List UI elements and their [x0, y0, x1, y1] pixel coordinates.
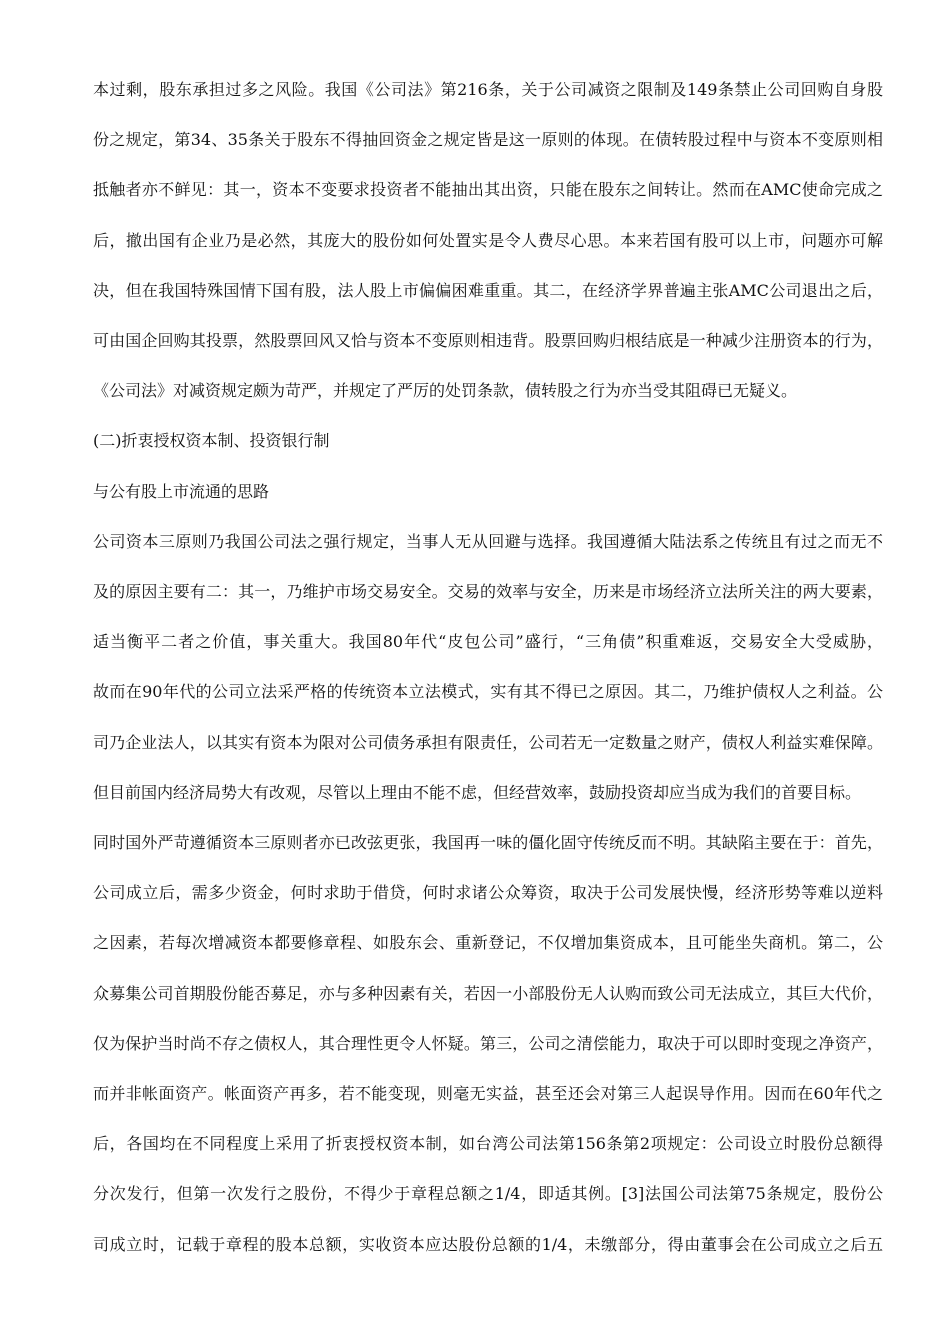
text-line: 仅为保护当时尚不存之债权人，其合理性更令人怀疑。第三，公司之清偿能力，取决于可以即时变现之净资产， — [93, 1034, 883, 1053]
text-line: 后，撤出国有企业乃是必然，其庞大的股份如何处置实是令人费尽心思。本来若国有股可以上市，问题亦可解 — [93, 231, 883, 250]
text-line: 及的原因主要有二：其一，乃维护市场交易安全。交易的效率与安全，历来是市场经济立法所关注的两大要素， — [93, 582, 883, 601]
text-line: 众募集公司首期股份能否募足，亦与多种因素有关，若因一小部股份无人认购而致公司无法成立，其巨大代价， — [93, 984, 883, 1003]
text-line: 同时国外严苛遵循资本三原则者亦已改弦更张，我国再一味的僵化固守传统反而不明。其缺陷主要在于：首先， — [93, 833, 883, 852]
text-line: 本过剩，股东承担过多之风险。我国《公司法》第216条，关于公司减资之限制及149条禁止公司回购自身股 — [93, 80, 883, 99]
text-line: 而并非帐面资产。帐面资产再多，若不能变现，则毫无实益，甚至还会对第三人起误导作用。因而在60年代之 — [93, 1084, 883, 1103]
text-line: 《公司法》对减资规定颇为苛严，并规定了严厉的处罚条款，债转股之行为亦当受其阻碍已无疑义。 — [93, 381, 798, 400]
section-heading: 与公有股上市流通的思路 — [93, 482, 270, 501]
text-line: 司成立时，记载于章程的股本总额，实收资本应达股份总额的1/4，未缴部分，得由董事会在公司成立之后五 — [93, 1235, 883, 1254]
text-line: 后，各国均在不同程度上采用了折衷授权资本制，如台湾公司法第156条第2项规定：公司设立时股份总额得 — [93, 1134, 883, 1153]
text-line: 分次发行，但第一次发行之股份，不得少于章程总额之1/4，即适其例。[3]法国公司法第75条规定，股份公 — [93, 1184, 883, 1203]
text-line: 公司成立后，需多少资金，何时求助于借贷，何时求诸公众筹资，取决于公司发展快慢，经济形势等难以逆料 — [93, 883, 883, 902]
text-line: 适当衡平二者之价值，事关重大。我国80年代“皮包公司”盛行，“三角债”积重难返，交易安全大受威胁， — [93, 632, 883, 651]
text-line: 司乃企业法人，以其实有资本为限对公司债务承担有限责任，公司若无一定数量之财产，债权人利益实难保障。 — [93, 733, 883, 752]
text-line: 但目前国内经济局势大有改观，尽管以上理由不能不虑，但经营效率，鼓励投资却应当成为我们的首要目标。 — [93, 783, 862, 802]
text-line: 之因素，若每次增减资本都要修章程、如股东会、重新登记，不仅增加集资成本，且可能坐失商机。第二，公 — [93, 933, 883, 952]
text-line: 决，但在我国特殊国情下国有股，法人股上市偏偏困难重重。其二，在经济学界普遍主张AMC公司退出之后， — [93, 281, 883, 300]
text-line: 公司资本三原则乃我国公司法之强行规定，当事人无从回避与选择。我国遵循大陆法系之传统且有过之而无不 — [93, 532, 883, 551]
text-line: 抵触者亦不鲜见：其一，资本不变要求投资者不能抽出其出资，只能在股东之间转让。然而在AMC使命完成之 — [93, 180, 883, 199]
section-heading: (二)折衷授权资本制、投资银行制 — [93, 431, 330, 450]
text-line: 份之规定，第34、35条关于股东不得抽回资金之规定皆是这一原则的体现。在债转股过程中与资本不变原则相 — [93, 130, 883, 149]
text-line: 故而在90年代的公司立法采严格的传统资本立法模式，实有其不得已之原因。其二，乃维护债权人之利益。公 — [93, 682, 883, 701]
text-line: 可由国企回购其投票，然股票回风又恰与资本不变原则相违背。股票回购归根结底是一种减少注册资本的行为， — [93, 331, 883, 350]
